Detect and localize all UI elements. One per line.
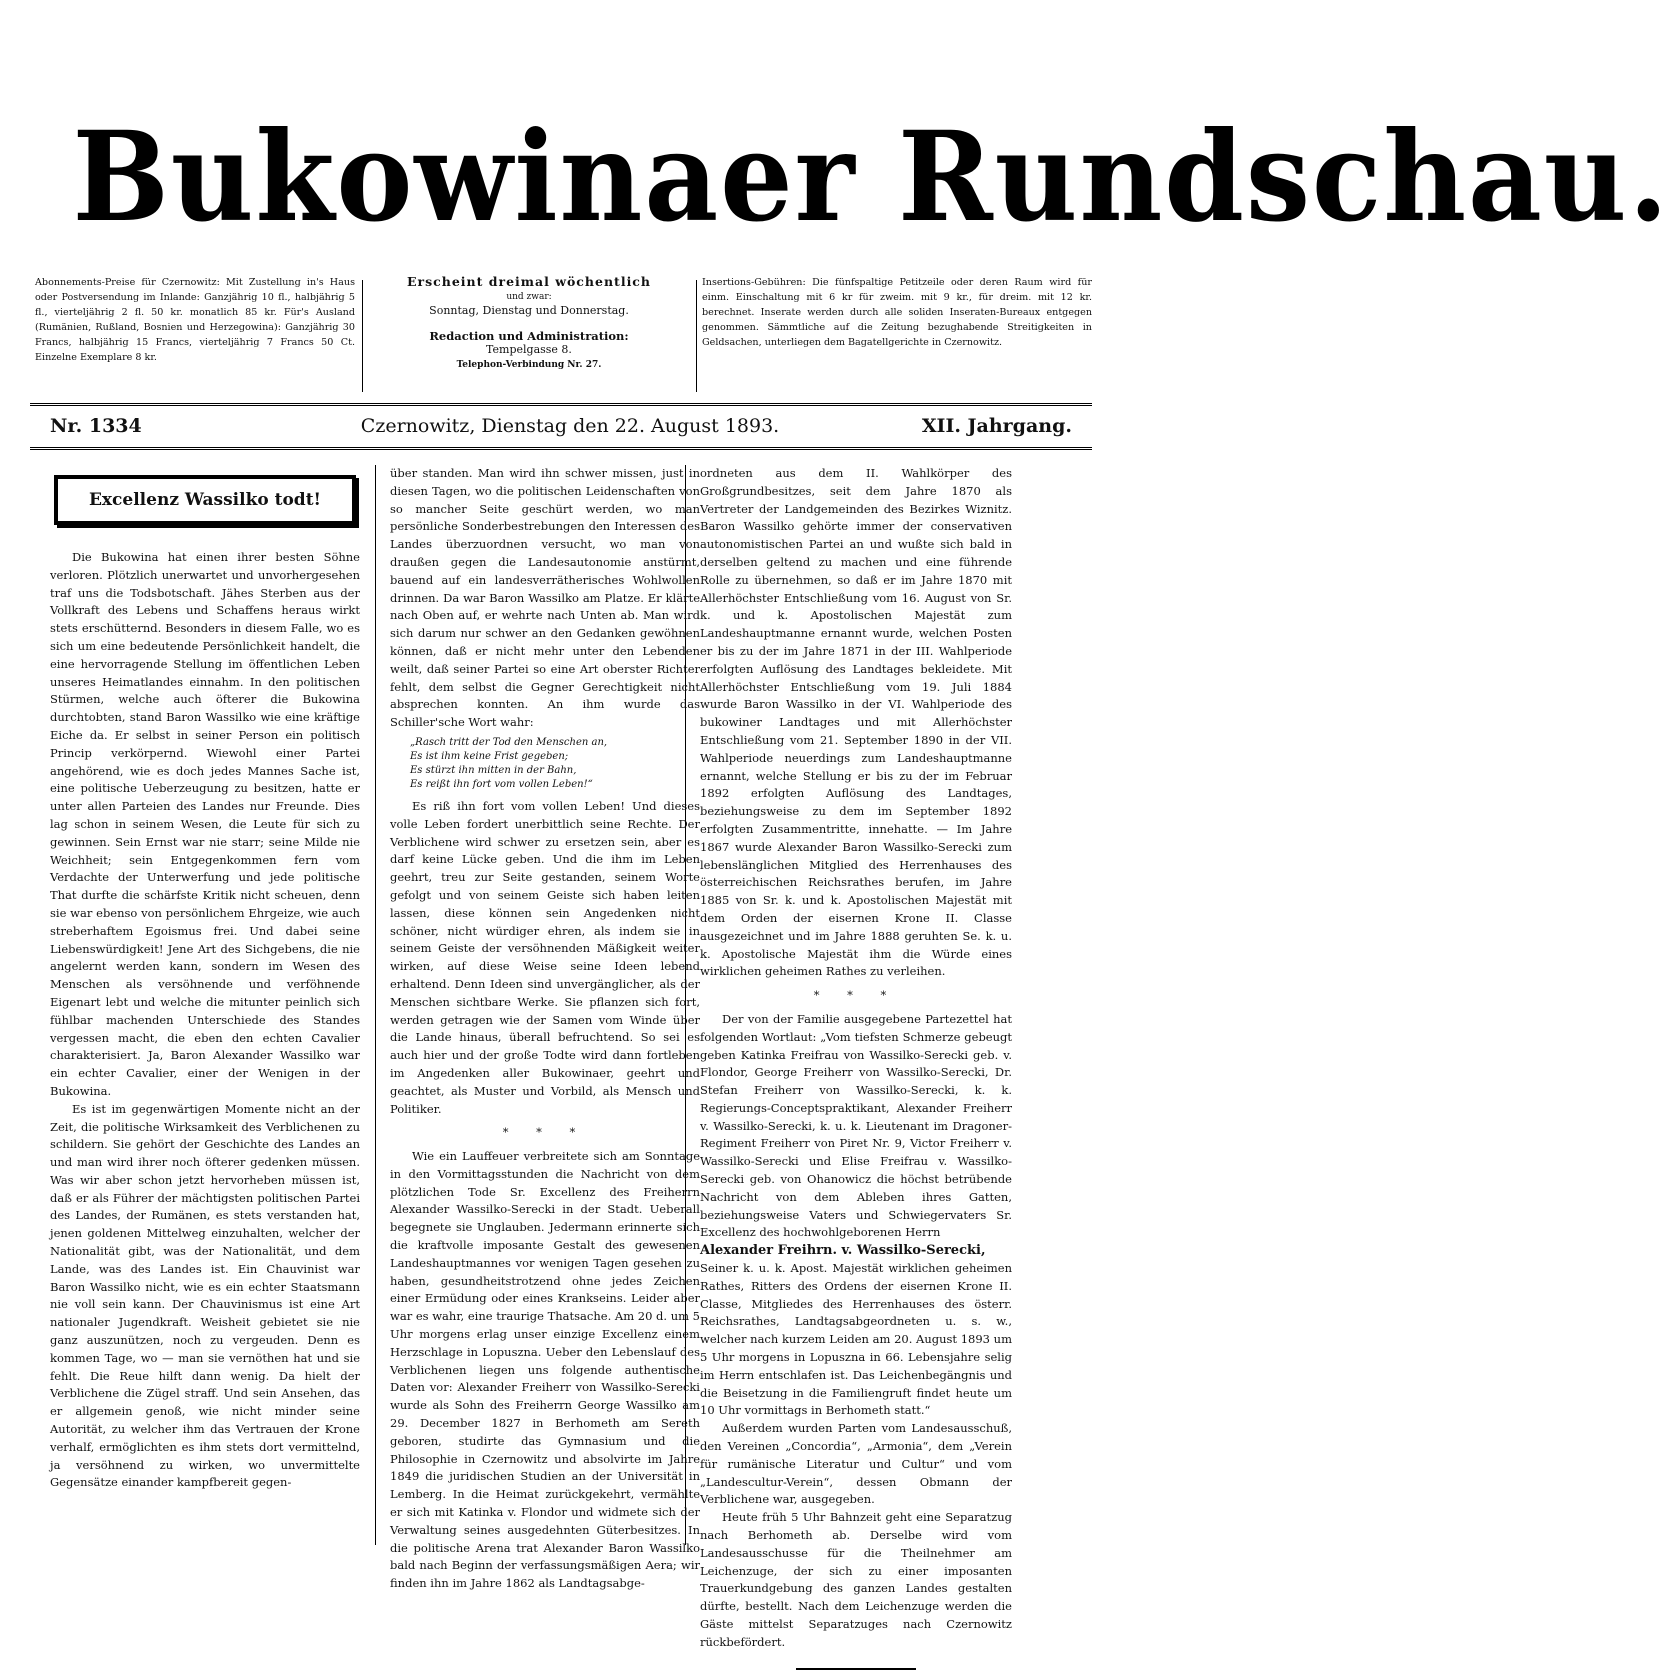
issue-date: Czernowitz, Dienstag den 22. August 1893. — [360, 415, 780, 437]
paragraph: Der von der Familie ausgegebene Partezettel hat folgenden Wortlaut: „Vom tiefsten Schmerze gebeugt geben Katinka Freifrau von Wassilko-Serecki geb. v. Flondor, George Freiherr von Wassilko-Serecki, Dr. Stefan Freiherr von Wassilko-Serecki, k. k. Regierungs-Conceptspraktikant, Alexander Freiherr v. Wassilko-Serecki, k. u. k. Lieutenant im Dragoner-Regiment Freiherr von Piret Nr. 9, Victor Freiherr v. Wassilko-Serecki und Elise Freifrau v. Wassilko-Serecki geb. von Ohanowicz die höchst betrübende Nachricht von dem Ableben ihres Gatten, beziehungsweise Vaters und Schwiegervaters Sr. Excellenz des hochwohlgeborenen Herrn — [700, 1011, 1012, 1240]
column-1 — [50, 465, 360, 1545]
paragraph: Außerdem wurden Parten vom Landesausschuß, den Vereinen „Concordia“, „Armonia“, dem „Verein für rumänische Literatur und Cultur“ und vom „Landescultur-Verein“, dessen Obmann der Verblichene war, ausgegeben. — [700, 1421, 1012, 1507]
paragraph: Es ist im gegenwärtigen Momente nicht an der Zeit, die politische Wirksamkeit des Verblichenen zu schildern. Sie gehört der Geschichte des Landes an und man wird ihrer noch öfterer gedenken müssen. Was wir aber schon jetzt hervorheben müssen ist, daß er als Führer der mächtigsten politischen Partei des Landes, der Rumänen, es stets verstanden hat, jenen goldenen Mittelweg einzuhalten, welcher der Nationalität gibt, was der Nationalität, und dem Lande, was des Landes ist. Ein Chauvinist war Baron Wassilko nicht, wie es ein echter Staatsmann nie voll sein kann. Der Chauvinismus ist eine Art nationaler Jugendkraft. Weisheit gebietet sie nie ganz auszunützen, noch zu vergeuden. Denn es kommen Tage, wo — man sie vernöthen hat und sie fehlt. Die Reue hilft dann wenig. Da hielt der Verblichene die Zügel straff. Und sein Ansehen, das er allgemein genoß, wie nicht minder seine Autorität, zu welcher ihm das Vertrauen der Krone verhalf, ermöglichten es ihm stets dort vermittelnd, ja versöhnend zu wirken, wo unvermittelte Gegensätze einander kampfbereit gegen- — [50, 1101, 360, 1490]
and-namely: und zwar: — [506, 291, 552, 302]
publication-info — [368, 275, 690, 393]
newspaper-page — [30, 40, 1670, 1649]
telephone-line: Telephon-Verbindung Nr. 27. — [456, 359, 602, 370]
poem-line: Es ist ihm keine Frist gegeben; — [410, 750, 569, 762]
info-divider — [362, 280, 363, 392]
issue-number: Nr. 1334 — [50, 415, 142, 437]
advertising-fees — [702, 275, 1092, 393]
section-stars: * * * — [502, 1125, 588, 1140]
poem-line: „Rasch tritt der Tod den Menschen an, — [410, 736, 608, 748]
paragraph: Seiner k. u. k. Apost. Majestät wirklichen geheimen Rathes, Ritters des Ordens der eisernen Krone II. Classe, Mitgliedes des Herrenhauses des österr. Reichsrathes, Landtagsabgeordneten u. s. w., welcher nach kurzem Leiden am 20. August 1893 um 5 Uhr morgens in Lopuszna in 66. Lebensjahre selig im Herrn entschlafen ist. Das Leichenbegängnis und die Beisetzung in die Familiengruft findet heute um 10 Uhr vormittags in Berhometh statt.“ — [700, 1261, 1012, 1418]
editorial-office-label: Redaction und Administration: — [429, 328, 629, 343]
volume-year: XII. Jahrgang. — [921, 415, 1072, 437]
frequency-heading: Erscheint dreimal wöchentlich — [406, 274, 652, 289]
paragraph: über standen. Man wird ihn schwer missen, just in diesen Tagen, wo die politischen Leidenschaften von so mancher Seite geschürt werden, wo man persönliche Sonderbestrebungen den Interessen des Landes überzuordnen versucht, wo man von draußen gegen die Landesautonomie anstürmt, bauend auf ein landesverrätherisches Wohlwollen drinnen. Da war Baron Wassilko am Platze. Er klärte nach Oben auf, er wehrte nach Unten ab. Man wird sich darum nur schwer an den Gedanken gewöhnen können, daß er nicht mehr unter den Lebenden weilt, daß seiner Partei so eine Art oberster Richter fehlt, dem selbst die Gegner Gerechtigkeit nicht absprechen konnten. An ihm wurde das Schiller'sche Wort wahr: — [390, 466, 700, 730]
paragraph: Wie ein Lauffeuer verbreitete sich am Sonntage in den Vormittagsstunden die Nachricht von dem plötzlichen Tode Sr. Excellenz des Freiherrn Alexander Wassilko-Serecki in der Stadt. Ueberall begegnete sie Unglauben. Jedermann erinnerte sich die kraftvolle imposante Gestalt des gewesenen Landeshauptmannes vor wenigen Tagen gesehen zu haben, gesundheitstrotzend ohne jedes Zeichen einer Ermüdung oder eines Krankseins. Leider aber war es wahr, eine traurige Thatsache. Am 20 d. um 5 Uhr morgens erlag unser einzige Excellenz einem Herzschlage in Lopuszna. Ueber den Lebenslauf des Verblichenen liegen uns folgende authentische Daten vor: Alexander Freiherr von Wassilko-Serecki wurde als Sohn des Freiherrn George Wassilko am 29. December 1827 in Berhometh am Sereth geboren, studirte das Gymnasium und die Philosophie in Czernowitz und absolvirte im Jahre 1849 die juridischen Studien an der Universität in Lemberg. In die Heimat zurückgekehrt, vermählte er sich mit Katinka v. Flondor und widmete sich der Verwaltung seines ausgedehnten Güterbesitzes. In die politische Arena trat Alexander Baron Wassilko bald nach Beginn der verfassungsmäßigen Aera; wir finden ihn im Jahre 1862 als Landtagsabge- — [390, 1149, 700, 1591]
column-3 — [700, 465, 1012, 1649]
dateline-rule-top — [30, 403, 1092, 406]
info-row — [30, 275, 1092, 395]
dateline-rule-bottom — [30, 447, 1092, 450]
dateline — [30, 408, 1092, 444]
paragraph: Heute früh 5 Uhr Bahnzeit geht eine Separatzug nach Berhometh ab. Derselbe wird vom Landesausschusse für die Theilnehmer am Leichenzuge, der sich zu einer imposanten Trauerkundgebung des ganzen Landes gestalten dürfte, bestellt. Nach dem Leichenzuge werden die Gäste mittelst Separatzuges nach Czernowitz rückbefördert. — [700, 1510, 1012, 1649]
poem-line: Es reißt ihn fort vom vollen Leben!“ — [410, 778, 593, 790]
publication-days: Sonntag, Dienstag und Donnerstag. — [429, 304, 629, 317]
paragraph: ordneten aus dem II. Wahlkörper des Großgrundbesitzes, seit dem Jahre 1870 als Vertreter der Landgemeinden des Bezirkes Wiznitz. Baron Wassilko gehörte immer der conservativen autonomistischen Partei an und wußte sich bald in derselben geltend zu machen und eine führende Rolle zu übernehmen, so daß er im Jahre 1870 mit Allerhöchster Entschließung vom 16. August von Sr. k. und k. Apostolischen Majestät zum Landeshauptmanne ernannt wurde, welchen Posten er bis zu der im Jahre 1871 in der III. Wahlperiode erfolgten Auflösung des Landtages bekleidete. Mit Allerhöchster Entschließung vom 19. Juli 1884 wurde Baron Wassilko in der VI. Wahlperiode des bukowiner Landtages und mit Allerhöchster Entschließung vom 21. September 1890 in der VII. Wahlperiode neuerdings zum Landeshauptmanne ernannt, welche Stellung er bis zu der im Februar 1892 erfolgten Auflösung des Landtages, beziehungsweise zu dem im September 1892 erfolgten Zusammentritte, innehatte. — Im Jahre 1867 wurde Alexander Baron Wassilko-Serecki zum lebenslänglichen Mitglied des Herrenhauses des österreichischen Reichsrathes berufen, im Jahre 1885 von Sr. k. und k. Apostolischen Majestät mit dem Orden der eisernen Krone II. Classe ausgezeichnet und im Jahre 1888 geruhten Se. k. u. k. Apostolische Majestät ihm die Würde eines wirklichen geheimen Rathes zu verleihen. — [700, 466, 1012, 979]
poem-line: Es stürzt ihn mitten in der Bahn, — [410, 764, 577, 776]
editorial-address: Tempelgasse 8. — [486, 343, 572, 356]
end-rule — [796, 1668, 916, 1670]
column-2 — [390, 465, 700, 1591]
subscription-prices — [35, 275, 355, 393]
section-stars: * * * — [813, 988, 899, 1003]
schiller-quote — [410, 736, 700, 792]
masthead-title: Bukowinaer Rundschau. — [72, 105, 1670, 250]
column-divider — [375, 465, 376, 1545]
advertising-text: Insertions-Gebühren: Die fünfspaltige Petitzeile oder deren Raum wird für einm. Einschaltung mit 6 kr für zweim. mit 9 kr., für dreim. mit 12 kr. berechnet. Inserate werden durch alle soliden Inseraten-Bureaux entgegen genommen. Sämmtliche auf die Zeitung bezughabende Streitigkeiten in Geldsachen, unterliegen dem Bagatellgerichte in Czernowitz. — [702, 277, 1092, 348]
subscription-text: Abonnements-Preise für Czernowitz: Mit Zustellung in's Haus oder Postversendung im Inlande: Ganzjährig 10 fl., halbjährig 5 fl., vierteljährig 2 fl. 50 kr. monatlich 85 kr. Für's Ausland (Rumänien, Rußland, Bosnien und Herzegowina): Ganzjährig 30 Francs, halbjährig 15 Francs, vierteljährig 7 Francs 50 Ct. Einzelne Exemplare 8 kr. — [35, 277, 355, 363]
info-divider — [696, 280, 697, 392]
article-headline: Excellenz Wassilko todt! — [54, 475, 356, 525]
deceased-name: Alexander Freihrn. v. Wassilko-Serecki, — [700, 1243, 986, 1259]
paragraph: Es riß ihn fort vom vollen Leben! Und dieses volle Leben fordert unerbittlich seine Rechte. Der Verblichene wird schwer zu ersetzen sein, aber es darf keine Lücke geben. Und die ihm im Leben geehrt, treu zur Seite gestanden, seinem Worte gefolgt und von seinem Geiste sich haben leiten lassen, diese können sein Angedenken nicht schöner, nicht würdiger ehren, als indem sie in seinem Geiste der versöhnenden Mäßigkeit weiter wirken, auf diese Weise seine Ideen lebend erhaltend. Denn Ideen sind unvergänglicher, als der Menschen sichtbare Werke. Sie pflanzen sich fort, werden getragen wie der Samen vom Winde über die Lande hinaus, überall befruchtend. So sei es auch hier und der große Todte wird dann fortleben im Angedenken aller Bukowinaer, geehrt und geachtet, als Muster und Vorbild, als Mensch und Politiker. — [390, 798, 700, 1116]
paragraph: Die Bukowina hat einen ihrer besten Söhne verloren. Plötzlich unerwartet und unvorhergesehen traf uns die Todsbotschaft. Jähes Sterben aus der Vollkraft des Lebens und Schaffens heraus wirkt stets erschütternd. Besonders in diesem Falle, wo es sich um eine bedeutende Persönlichkeit handelt, die eine hervorragende Stellung im öffentlichen Leben unseres Heimatlandes einnahm. In den politischen Stürmen, welche auch öfterer die Bukowina durchtobten, stand Baron Wassilko wie eine kräftige Eiche da. Er selbst in seiner Person ein politisch Princip verkörpernd. Wiewohl einer Partei angehörend, wie es doch jedes Mannes Sache ist, eine politische Ueberzeugung zu besitzen, hatte er unter allen Parteien des Landes nur Freunde. Dies lag schon in seinem Wesen, die Leute für sich zu gewinnen. Sein Ernst war nie starr; seine Milde nie Weichheit; sein Entgegenkommen fern vom Verdachte der Unterwerfung und jede politische That durfte die schärfste Kritik nicht scheuen, denn sie war ebenso von persönlichem Ehrgeize, wie auch streberhaftem Egoismus frei. Und dabei seine Liebenswürdigkeit! Jene Art des Sichgebens, die nie angelernt werden kann, sondern im Wesen des Menschen als versöhnende und verföhnende Eigenart lebt und welche die mitunter peinlich sich fühlbar machenden Unterschiede des Standes vergessen macht, die eben den echten Cavalier charakterisiert. Ja, Baron Alexander Wassilko war ein echter Cavalier, einer der Wenigen in der Bukowina. — [50, 550, 360, 1098]
column-divider — [685, 465, 686, 1545]
